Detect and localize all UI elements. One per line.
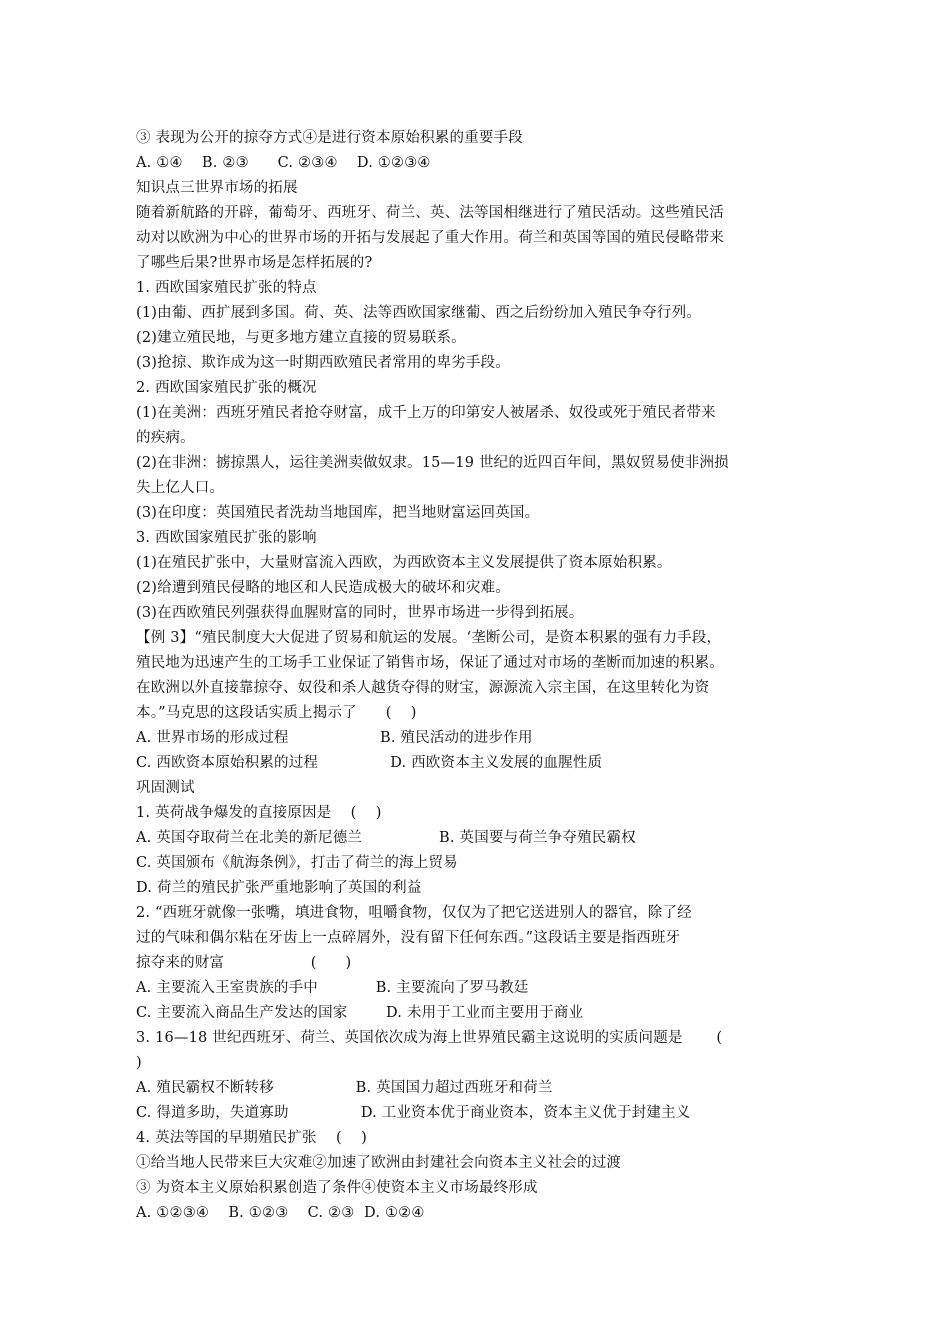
text-line: (1)由葡、西扩展到多国。荷、英、法等西欧国家继葡、西之后纷纷加入殖民争夺行列。 [136, 305, 702, 321]
answer-options: A. ①②③④ B. ①②③ C. ②③ D. ①②④ [136, 1205, 425, 1221]
answer-options: C. 得道多助，失道寡助 D. 工业资本优于商业资本，资本主义优于封建主义 [136, 1105, 691, 1121]
text-line: 殖民地为迅速产生的工场手工业保证了销售市场，保证了通过对市场的垄断而加速的积累。 [136, 655, 724, 671]
text-line: (3)在西欧殖民列强获得血腥财富的同时，世界市场进一步得到拓展。 [136, 605, 584, 621]
question: 2. “西班牙就像一张嘴，填进食物，咀嚼食物，仅仅为了把它送进别人的器官，除了经 [136, 905, 692, 921]
answer-options: C. 西欧资本原始积累的过程 D. 西欧资本主义发展的血腥性质 [136, 755, 603, 771]
text-line: (1)在美洲：西班牙殖民者抢夺财富，成千上万的印第安人被屠杀、奴役或死于殖民者带来 [136, 405, 716, 421]
text-line: ) [136, 1055, 142, 1071]
text-line: ③ 为资本主义原始积累创造了条件④使资本主义市场最终形成 [136, 1180, 538, 1196]
text-line: 过的气味和偶尔粘在牙齿上一点碎屑外，没有留下任何东西。”这段话主要是指西班牙 [136, 930, 681, 946]
text-line: ③ 表现为公开的掠夺方式④是进行资本原始积累的重要手段 [136, 130, 524, 146]
text-line: (3)抢掠、欺诈成为这一时期西欧殖民者常用的卑劣手段。 [136, 355, 510, 371]
answer-options: A. 主要流入王室贵族的手中 B. 主要流向了罗马教廷 [136, 980, 529, 996]
section-heading: 巩固测试 [136, 780, 195, 796]
answer-options: D. 荷兰的殖民扩张严重地影响了英国的利益 [136, 880, 422, 896]
answer-options: A. 殖民霸权不断转移 B. 英国国力超过西班牙和荷兰 [136, 1080, 553, 1096]
question: 4. 英法等国的早期殖民扩张 ( ) [136, 1130, 367, 1146]
answer-options: A. 世界市场的形成过程 B. 殖民活动的进步作用 [136, 730, 533, 746]
subheading: 3. 西欧国家殖民扩张的影响 [136, 530, 317, 546]
text-line: 在欧洲以外直接靠掠夺、奴役和杀人越货夺得的财宝，源源流入宗主国，在这里转化为资 [136, 680, 710, 696]
text-line: 随着新航路的开辟，葡萄牙、西班牙、荷兰、英、法等国相继进行了殖民活动。这些殖民活 [136, 205, 724, 221]
subheading: 2. 西欧国家殖民扩张的概况 [136, 380, 317, 396]
answer-options: C. 主要流入商品生产发达的国家 D. 未用于工业而主要用于商业 [136, 1005, 584, 1021]
text-line: 了哪些后果?世界市场是怎样拓展的? [136, 255, 373, 271]
text-line: 本。”马克思的这段话实质上揭示了 ( ) [136, 705, 417, 721]
question: 1. 英荷战争爆发的直接原因是 ( ) [136, 805, 382, 821]
text-line: (1)在殖民扩张中，大量财富流入西欧，为西欧资本主义发展提供了资本原始积累。 [136, 555, 672, 571]
text-line: (3)在印度：英国殖民者洗劫当地国库，把当地财富运回英国。 [136, 505, 540, 521]
example-question: 【例 3】“殖民制度大大促进了贸易和航运的发展。‘垄断公司，是资本积累的强有力手段， [136, 630, 722, 646]
section-heading: 知识点三世界市场的拓展 [136, 180, 298, 196]
text-line: (2)在非洲：掳掠黑人，运往美洲卖做奴隶。15—19 世纪的近四百年间，黑奴贸易使非洲损 [136, 455, 729, 471]
text-line: (2)建立殖民地，与更多地方建立直接的贸易联系。 [136, 330, 466, 346]
text-line: ①给当地人民带来巨大灾难②加速了欧洲由封建社会向资本主义社会的过渡 [136, 1155, 622, 1171]
text-line: (2)给遭到殖民侵略的地区和人民造成极大的破坏和灾难。 [136, 580, 510, 596]
answer-options: A. 英国夺取荷兰在北美的新尼德兰 B. 英国要与荷兰争夺殖民霸权 [136, 830, 636, 846]
answer-options: A. ①④ B. ②③ C. ②③④ D. ①②③④ [136, 155, 431, 171]
text-line: 动对以欧洲为中心的世界市场的开拓与发展起了重大作用。荷兰和英国等国的殖民侵略带来 [136, 230, 724, 246]
question: 3. 16—18 世纪西班牙、荷兰、英国依次成为海上世界殖民霸主这说明的实质问题是 ( [136, 1030, 723, 1046]
subheading: 1. 西欧国家殖民扩张的特点 [136, 280, 317, 296]
text-line: 掠夺来的财富 ( ) [136, 955, 352, 971]
text-line: 的疾病。 [136, 430, 195, 446]
answer-options: C. 英国颁布《航海条例》，打击了荷兰的海上贸易 [136, 855, 458, 871]
text-line: 失上亿人口。 [136, 480, 225, 496]
